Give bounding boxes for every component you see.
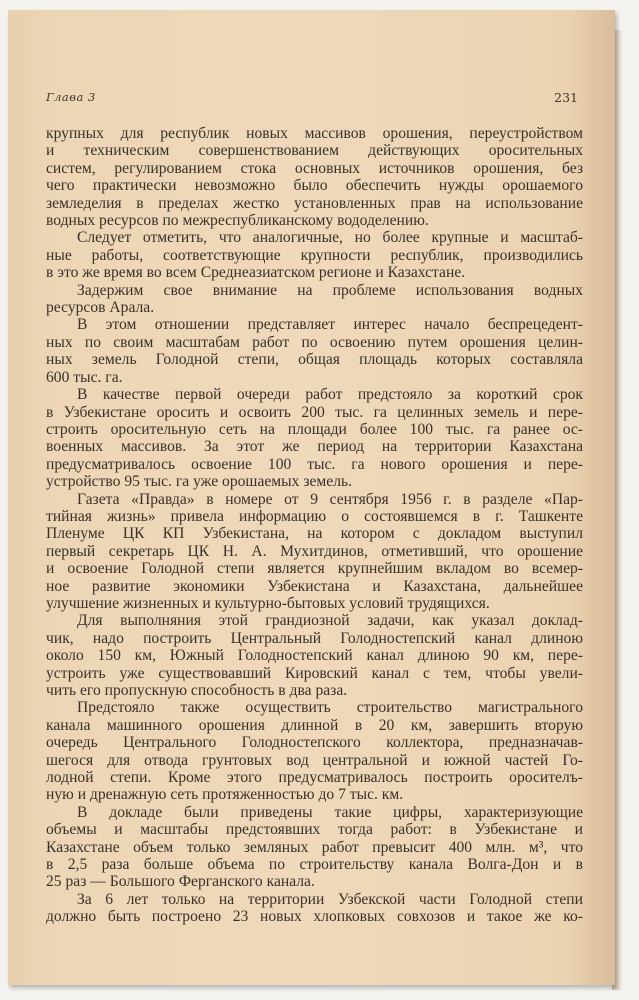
text-line: ных по своим масштабам работ по освоению путем орошения целин- xyxy=(46,333,583,351)
text-line: в 2,5 раза больше объема по строительству канала Волга-Дон и в xyxy=(46,856,583,874)
text-line: земледелия в пределах жестко установленных прав на использование xyxy=(46,194,583,212)
text-line: ресурсов Арала. xyxy=(46,299,155,317)
text-line: в это же время во всем Среднеазиатском регионе и Казахстане. xyxy=(46,264,466,282)
text-line: ное развитие экономики Узбекистана и Казахстана, дальнейшее xyxy=(46,577,583,595)
text-line: чить его пропускную способность в два раза. xyxy=(46,682,348,699)
text-line: 25 раз — Большого Ферганского канала. xyxy=(46,873,315,891)
text-line: Задержим свое внимание на проблеме использования водных xyxy=(77,281,583,299)
text-line: лодной степи. Кроме этого предусматривалось построить оросителъ- xyxy=(46,769,583,787)
text-line: крупных для республик новых массивов орошения, переустройством xyxy=(46,125,583,142)
text-line: В докладе были приведены такие цифры, характеризующие xyxy=(77,803,583,821)
text-line: Пленуме ЦК КП Узбекистана, на котором с докладом выступил xyxy=(46,525,583,543)
text-line: предусматривалось освоение 100 тыс. га нового орошения и пере- xyxy=(46,455,583,473)
running-header xyxy=(46,90,578,108)
text-line: В качестве первой очереди работ предстояло за короткий срок xyxy=(77,386,583,404)
text-line: ные работы, соответствующие крупности республик, производились xyxy=(46,246,583,264)
text-line: строить оросительную сеть на площади более 100 тыс. га ранее ос- xyxy=(46,420,583,438)
text-line: очередь Центрального Голодностепского коллектора, предназначав- xyxy=(46,734,583,752)
text-line: устроить уже существовавший Кировский канал с тем, чтобы увели- xyxy=(46,664,583,682)
text-line: систем, регулированием стока основных источников орошения, без xyxy=(46,159,583,177)
text-line: в Узбекистане оросить и освоить 200 тыс. га целинных земель и пере- xyxy=(46,403,583,421)
text-line: и освоение Голодной степи является крупнейшим вкладом во всемер- xyxy=(46,560,583,578)
text-line: чего практически невозможно было обеспечить нужды орошаемого xyxy=(46,177,583,195)
text-line: Для выполняния этой грандиозной задачи, как указал доклад- xyxy=(77,612,583,630)
text-line: шегося для отвода грунтовых вод центральной и южной частей Го- xyxy=(46,751,583,769)
text-line: ных земель Голодной степи, общая площадь которых составляла xyxy=(46,351,583,369)
page-number: 231 xyxy=(554,90,578,105)
text-line: объемы и масштабы предстоявших тогда работ: в Узбекистане и xyxy=(46,821,583,839)
text-line: тийная жизнь» привела информацию о состоявшемся в г. Ташкенте xyxy=(46,507,583,525)
text-line: и техническим совершенствованием действующих оросительных xyxy=(46,142,583,160)
text-line: Казахстане объем только земляных работ превысит 400 млн. м³, что xyxy=(46,838,583,856)
text-line: водных ресурсов по межреспубликанскому вододелению. xyxy=(46,212,429,230)
text-line: военных массивов. За этот же период на территории Казахстана xyxy=(46,438,583,456)
body-text xyxy=(46,125,583,926)
text-line: В этом отношении представляет интерес начало беспрецедент- xyxy=(77,316,583,334)
text-line: устройство 95 тыс. га уже орошаемых земель. xyxy=(46,473,352,491)
text-line: первый секретарь ЦК Н. А. Мухитдинов, отметивший, что орошение xyxy=(46,542,583,560)
text-line: канала машинного орошения длинной в 20 км, завершить вторую xyxy=(46,716,583,734)
text-line: улучшение жизненных и культурно-бытовых условий трудящихся. xyxy=(46,594,490,612)
text-line: Предстояло также осуществить строительство магистрального xyxy=(77,699,583,717)
text-line: Газета «Правда» в номере от 9 сентября 1956 г. в разделе «Пар- xyxy=(77,490,583,508)
text-line: чик, надо построить Центральный Голодностепский канал длиною xyxy=(46,629,583,647)
chapter-label: Глава 3 xyxy=(46,90,96,104)
text-line: должно быть построено 23 новых хлопковых совхозов и такое же ко- xyxy=(46,908,583,926)
text-line: около 150 км, Южный Голодностепский канал длиною 90 км, пере- xyxy=(46,647,583,665)
text-line: Следует отметить, что аналогичные, но более крупные и масштаб- xyxy=(77,229,583,247)
text-line: ную и дренажную сеть протяженностью до 7 тыс. км. xyxy=(46,786,404,804)
text-line: За 6 лет только на территории Узбекской части Голодной степи xyxy=(77,890,583,908)
text-line: 600 тыс. га. xyxy=(46,368,123,386)
